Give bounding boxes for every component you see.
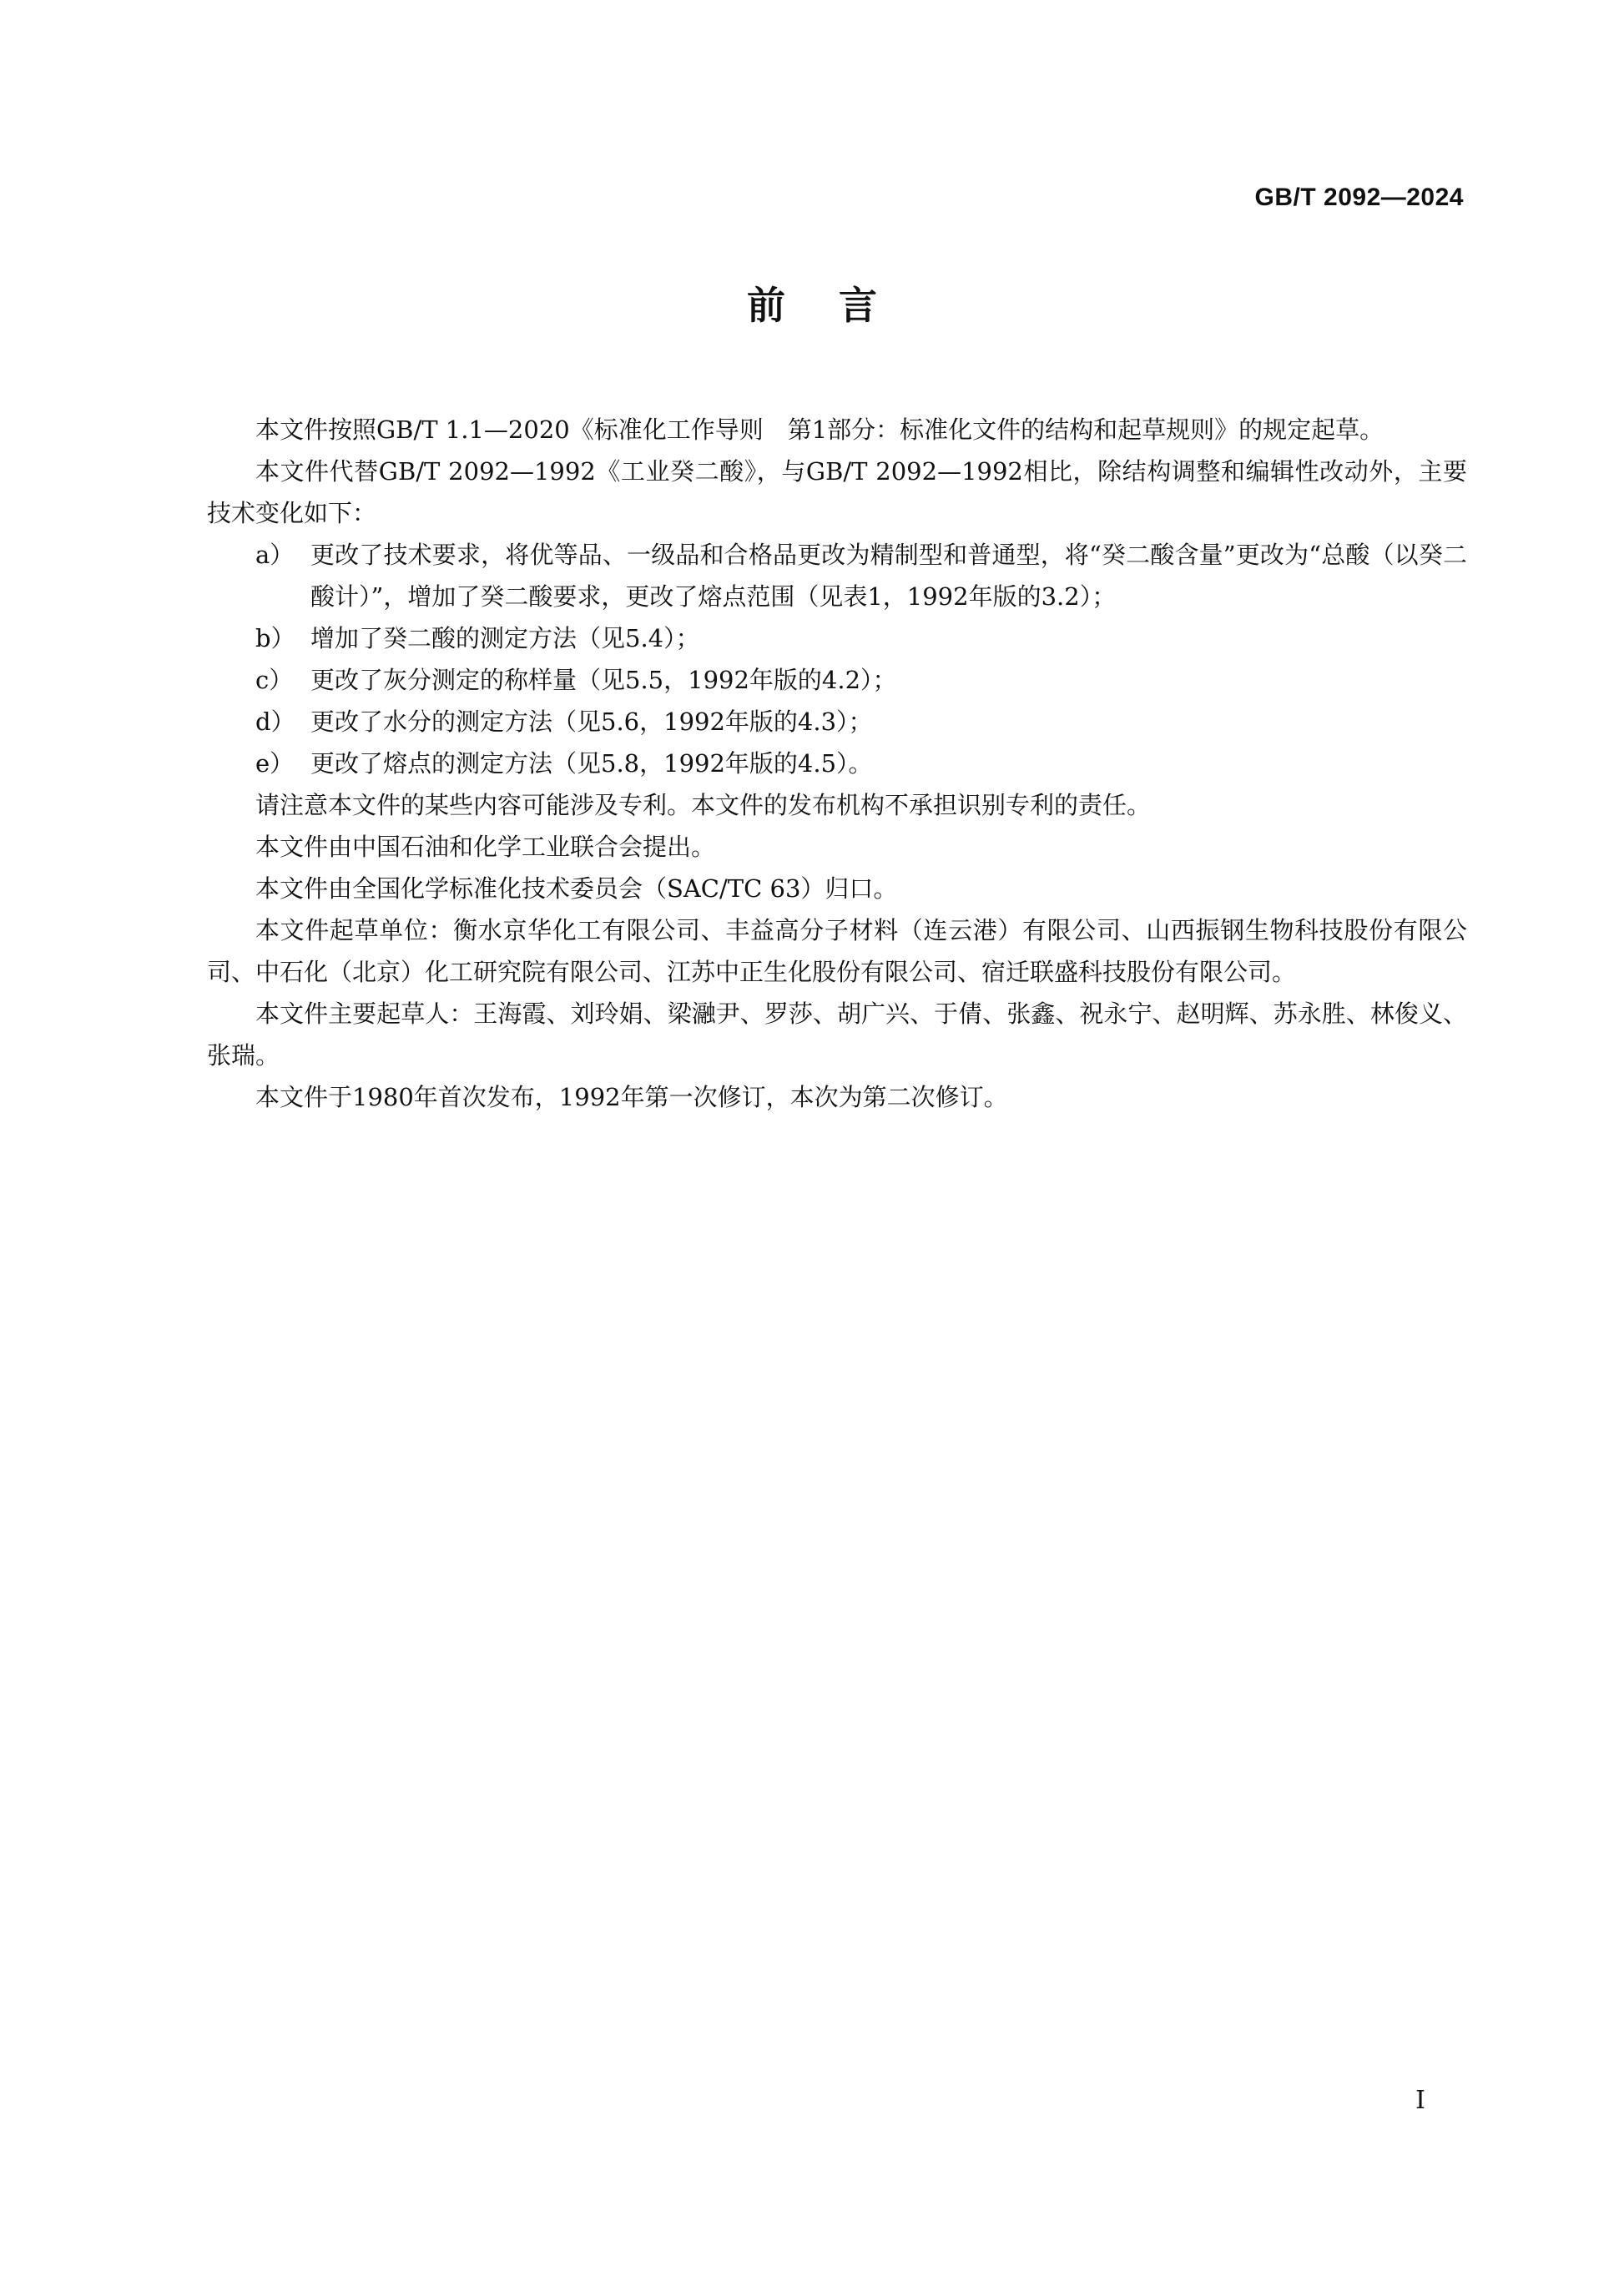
list-item-text: 增加了癸二酸的测定方法（见5.4）； (310, 624, 700, 652)
list-marker: d） (255, 707, 295, 736)
list-item-text: 更改了熔点的测定方法（见5.8，1992年版的4.5）。 (310, 749, 873, 778)
list-item (207, 534, 1467, 617)
list-item-text: 更改了灰分测定的称样量（见5.5，1992年版的4.2）； (310, 666, 897, 694)
standard-code: GB/T 2092—2024 (1254, 184, 1464, 211)
list-marker: b） (255, 624, 295, 652)
page-number: I (1415, 2086, 1425, 2115)
paragraph-replacement: 本文件代替GB/T 2092—1992《工业癸二酸》，与GB/T 2092—1992相比，除结构调整和编辑性改动外，主要技术变化如下： (207, 457, 1467, 527)
list-item (207, 617, 1467, 659)
paragraph-committee: 本文件由全国化学标准化技术委员会（SAC/TC 63）归口。 (255, 874, 898, 903)
paragraph-drafting-rules: 本文件按照GB/T 1.1—2020《标准化工作导则 第1部分：标准化文件的结构和起草规则》的规定起草。 (255, 415, 1384, 444)
list-marker: e） (255, 749, 295, 778)
paragraph-drafting-units: 本文件起草单位：衡水京华化工有限公司、丰益高分子材料（连云港）有限公司、山西振钢生物科技股份有限公司、中石化（北京）化工研究院有限公司、江苏中正生化股份有限公司、宿迁联盛科技股份有限公司。 (207, 916, 1467, 986)
page-title: 前言 (747, 283, 931, 328)
list-item (207, 659, 1467, 701)
list-marker: a） (255, 541, 295, 569)
list-item-text: 更改了水分的测定方法（见5.6，1992年版的4.3）； (310, 707, 873, 736)
list-item (207, 701, 1467, 743)
paragraph-history: 本文件于1980年首次发布，1992年第一次修订，本次为第二次修订。 (255, 1083, 1008, 1111)
foreword-body (207, 409, 1467, 1118)
list-item-text: 更改了技术要求，将优等品、一级品和合格品更改为精制型和普通型，将“癸二酸含量”更改为“总酸（以癸二酸计）”，增加了癸二酸要求，更改了熔点范围（见表1，1992年版的3.2）； (310, 541, 1467, 611)
paragraph-patent-notice: 请注意本文件的某些内容可能涉及专利。本文件的发布机构不承担识别专利的责任。 (255, 791, 1152, 819)
paragraph-drafters: 本文件主要起草人：王海霞、刘玲娟、梁瀜尹、罗莎、胡广兴、于倩、张鑫、祝永宁、赵明辉、苏永胜、林俊义、张瑞。 (207, 999, 1467, 1070)
list-marker: c） (255, 666, 294, 694)
paragraph-proposer: 本文件由中国石油和化学工业联合会提出。 (255, 833, 716, 861)
list-item (207, 743, 1467, 784)
